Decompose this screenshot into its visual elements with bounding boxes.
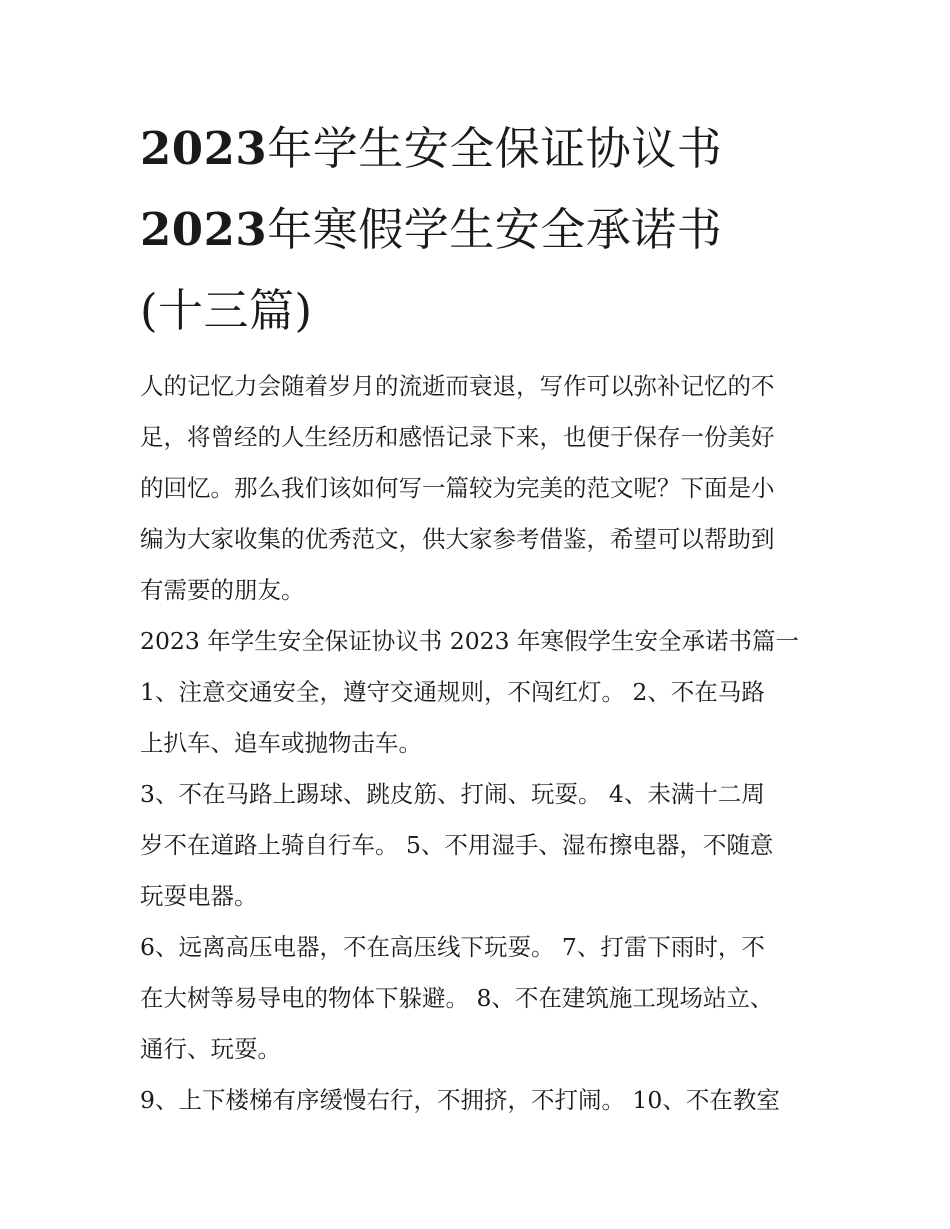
title-year: 2023 xyxy=(140,203,268,256)
title-text: 年学生安全保证协议书 xyxy=(267,122,723,175)
text-line: 6、远离高压电器，不在高压线下玩耍。 7、打雷下雨时，不 xyxy=(140,933,765,961)
text-line: 岁不在道路上骑自行车。 5、不用湿手、湿布擦电器，不随意 xyxy=(140,831,774,859)
title-line-1 xyxy=(140,108,820,189)
title-year: 2023 xyxy=(140,122,268,175)
text-line: 足，将曾经的人生经历和感悟记录下来，也便于保存一份美好 xyxy=(140,423,775,451)
title-line-2 xyxy=(140,189,820,270)
text-line: 玩耍电器。 xyxy=(140,882,258,910)
text-line: 在大树等易导电的物体下躲避。 8、不在建筑施工现场站立、 xyxy=(140,984,774,1012)
text-line: 编为大家收集的优秀范文，供大家参考借鉴，希望可以帮助到 xyxy=(140,525,775,553)
section-heading xyxy=(140,616,820,667)
section-heading-text: 2023 年学生安全保证协议书 2023 年寒假学生安全承诺书篇一 xyxy=(140,627,800,655)
document-content xyxy=(140,108,820,1126)
text-line: 有需要的朋友。 xyxy=(140,576,305,604)
text-line: 3、不在马路上踢球、跳皮筋、打闹、玩耍。 4、未满十二周 xyxy=(140,780,765,808)
text-line: 上扒车、追车或抛物击车。 xyxy=(140,729,422,757)
list-item xyxy=(140,769,820,922)
title-text: (十三篇) xyxy=(140,284,313,337)
title-line-3 xyxy=(140,270,820,351)
text-line: 人的记忆力会随着岁月的流逝而衰退，写作可以弥补记忆的不 xyxy=(140,372,775,400)
list-item xyxy=(140,1075,820,1126)
text-line: 通行、玩耍。 xyxy=(140,1035,281,1063)
intro-paragraph xyxy=(140,361,820,616)
list-item xyxy=(140,667,820,769)
text-line: 9、上下楼梯有序缓慢右行，不拥挤，不打闹。 10、不在教室 xyxy=(140,1086,780,1114)
text-line: 的回忆。那么我们该如何写一篇较为完美的范文呢？下面是小 xyxy=(140,474,775,502)
list-item xyxy=(140,922,820,1075)
title-text: 年寒假学生安全承诺书 xyxy=(267,203,723,256)
document-title xyxy=(140,108,820,351)
text-line: 1、注意交通安全，遵守交通规则，不闯红灯。 2、不在马路 xyxy=(140,678,765,706)
